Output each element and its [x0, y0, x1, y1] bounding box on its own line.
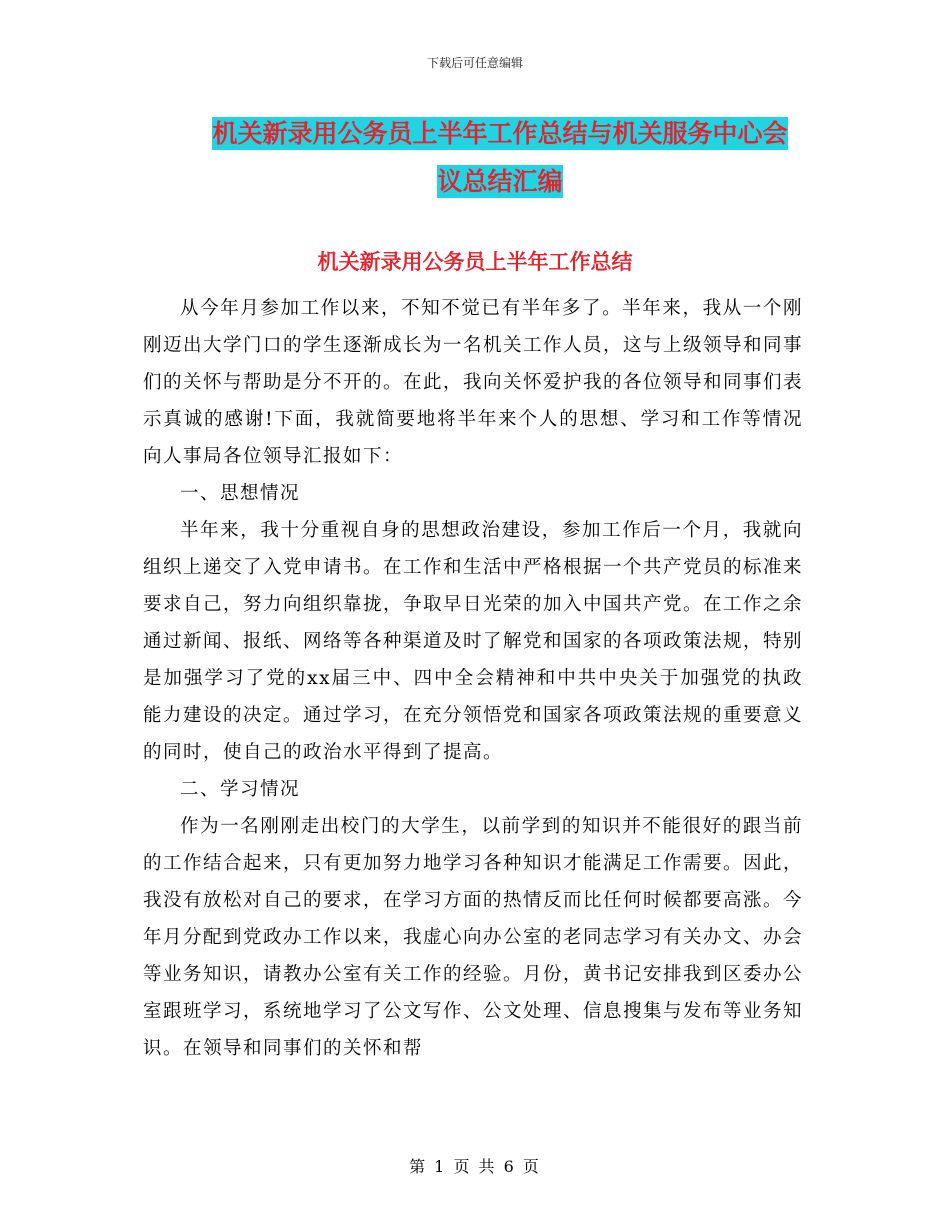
section-title: 机关新录用公务员上半年工作总结 [317, 250, 633, 274]
body-text [143, 290, 803, 1067]
heading-study: 二、学习情况 [180, 779, 301, 800]
page-number: 第 1 页 共 6 页 [409, 1157, 541, 1176]
paragraph-thought: 半年来，我十分重视自身的思想政治建设，参加工作后一个月，我就向组织上递交了入党申请书。在工作和生活中严格根据一个共产党员的标准来要求自己，努力向组织靠拢，争取早日光荣的加入中国共产党。在工作之余通过新闻、报纸、网络等各种渠道及时了解党和国家的各项政策法规，特别是加强学习了党的xx届三中、四中全会精神和中共中央关于加强党的执政能力建设的决定。通过学习，在充分领悟党和国家各项政策法规的重要意义的同时，使自己的政治水平得到了提高。 [143, 520, 804, 763]
document-title-line2: 议总结汇编 [437, 167, 563, 196]
document-title-line1: 机关新录用公务员上半年工作总结与机关服务中心会 [212, 119, 788, 148]
paragraph-study: 作为一名刚刚走出校门的大学生，以前学到的知识并不能很好的跟当前的工作结合起来，只有更加努力地学习各种知识才能满足工作需要。因此，我没有放松对自己的要求，在学习方面的热情反而比任何时候都要高涨。今年月分配到党政办工作以来，我虚心向办公室的老同志学习有关办文、办会等业务知识，请教办公室有关工作的经验。月份，黄书记安排我到区委办公室跟班学习，系统地学习了公文写作、公文处理、信息搜集与发布等业务知识。在领导和同事们的关怀和帮 [143, 816, 804, 1059]
paragraph-intro: 从今年月参加工作以来，不知不觉已有半年多了。半年来，我从一个刚刚迈出大学门口的学生逐渐成长为一名机关工作人员，这与上级领导和同事们的关怀与帮助是分不开的。在此，我向关怀爱护我的各位领导和同事们表示真诚的感谢!下面，我就简要地将半年来个人的思想、学习和工作等情况向人事局各位领导汇报如下： [143, 298, 804, 467]
header-note: 下载后可任意编辑 [426, 56, 523, 70]
heading-thought: 一、思想情况 [180, 483, 301, 504]
document-title [190, 110, 810, 206]
